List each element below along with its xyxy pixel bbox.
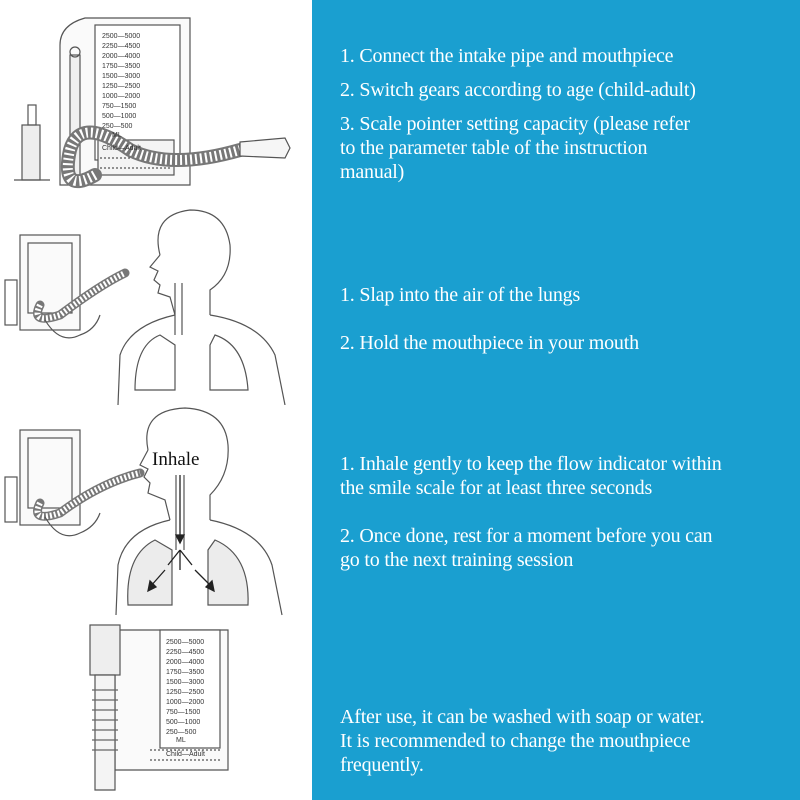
scale-row: 250—500	[166, 729, 197, 736]
step1-line: to the parameter table of the instruction	[340, 137, 648, 159]
step2-instructions	[340, 283, 639, 355]
scale-row: 500—1000	[166, 719, 201, 726]
scale-mode: Child—Adult	[102, 145, 141, 152]
scale-row: 1500—3000	[166, 679, 205, 686]
step3-line: 1. Inhale gently to keep the flow indicator within	[340, 453, 722, 475]
scale-row: 1000—2000	[102, 93, 141, 100]
step3-line: the smile scale for at least three seconds	[340, 477, 653, 499]
step4-instructions	[340, 705, 704, 777]
step3-line: 2. Once done, rest for a moment before you can	[340, 525, 713, 547]
scale-mode: Child—Adult	[166, 751, 205, 758]
step1-line: 2. Switch gears according to age (child-adult)	[340, 79, 696, 101]
scale-row: 250—500	[102, 123, 133, 130]
cleaned-device-illustration	[0, 620, 312, 800]
step1-line: manual)	[340, 161, 405, 183]
device-with-hose-illustration	[0, 0, 312, 210]
scale-row: 750—1500	[102, 103, 137, 110]
step4-line: frequently.	[340, 754, 424, 776]
scale-row: 1750—3500	[102, 63, 141, 70]
step4-line: It is recommended to change the mouthpiece	[340, 730, 691, 752]
person-holding-mouthpiece-illustration	[0, 205, 312, 405]
scale-row: 2500—5000	[166, 639, 205, 646]
scale-unit: ML	[176, 737, 186, 744]
scale-row: 2000—4000	[166, 659, 205, 666]
scale-row: 2000—4000	[102, 53, 141, 60]
step3-instructions	[340, 452, 722, 572]
scale-row: 1000—2000	[166, 699, 205, 706]
step2-line: 1. Slap into the air of the lungs	[340, 284, 581, 306]
instructions-panel	[312, 0, 800, 800]
step1-instructions	[340, 44, 696, 184]
step2-line: 2. Hold the mouthpiece in your mouth	[340, 332, 639, 354]
scale-row: 500—1000	[102, 113, 137, 120]
step1-line: 3. Scale pointer setting capacity (please refer	[340, 113, 690, 135]
scale-row: 1750—3500	[166, 669, 205, 676]
step1-line: 1. Connect the intake pipe and mouthpiece	[340, 45, 674, 67]
scale-unit: ML	[112, 132, 122, 139]
scale-row: 1250—2500	[166, 689, 205, 696]
scale-row: 1250—2500	[102, 83, 141, 90]
scale-row: 2250—4500	[166, 649, 205, 656]
step4-line: After use, it can be washed with soap or water.	[340, 706, 705, 728]
illustration-column	[0, 0, 312, 800]
inhale-illustration	[0, 405, 312, 620]
scale-row: 2250—4500	[102, 43, 141, 50]
scale-row: 750—1500	[166, 709, 201, 716]
inhale-label: Inhale	[152, 449, 200, 470]
scale-row: 1500—3000	[102, 73, 141, 80]
step3-line: go to the next training session	[340, 549, 574, 571]
scale-row: 2500—5000	[102, 33, 141, 40]
